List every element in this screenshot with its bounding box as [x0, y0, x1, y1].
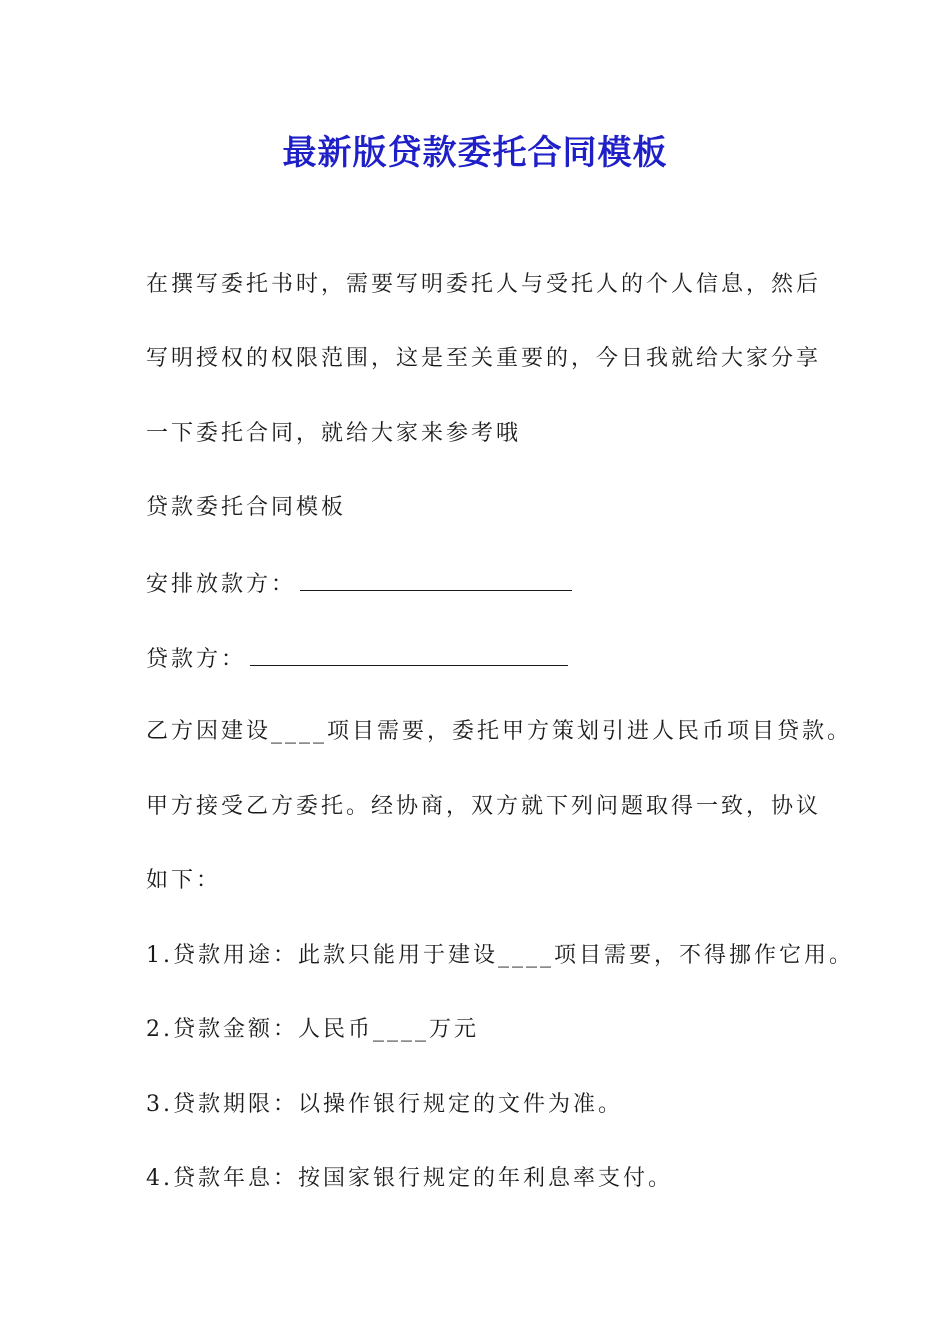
clause-3: 3.贷款期限：以操作银行规定的文件为准。 [146, 1092, 623, 1117]
intro-line-2: 写明授权的权限范围，这是至关重要的，今日我就给大家分享 [146, 346, 822, 371]
contract-subtitle: 贷款委托合同模板 [146, 495, 347, 520]
party-a-blank [300, 568, 572, 591]
body-line-2: 甲方接受乙方委托。经协商，双方就下列问题取得一致，协议 [146, 794, 822, 819]
intro-line-1: 在撰写委托书时，需要写明委托人与受托人的个人信息，然后 [146, 272, 822, 297]
body-line-3: 如下： [146, 868, 222, 893]
party-b-row [146, 643, 568, 675]
clause-4: 4.贷款年息：按国家银行规定的年利息率支付。 [146, 1166, 673, 1191]
body-line-1: 乙方因建设____项目需要，委托甲方策划引进人民币项目贷款。 [146, 719, 853, 744]
document-title: 最新版贷款委托合同模板 [282, 133, 668, 173]
party-b-label: 贷款方： [146, 647, 247, 672]
party-b-blank [250, 643, 568, 666]
clause-2: 2.贷款金额：人民币____万元 [146, 1017, 479, 1042]
clause-1: 1.贷款用途：此款只能用于建设____项目需要，不得挪作它用。 [146, 943, 854, 968]
intro-line-3: 一下委托合同，就给大家来参考哦 [146, 421, 522, 446]
party-a-row [146, 568, 572, 600]
party-a-label: 安排放款方： [146, 572, 297, 597]
